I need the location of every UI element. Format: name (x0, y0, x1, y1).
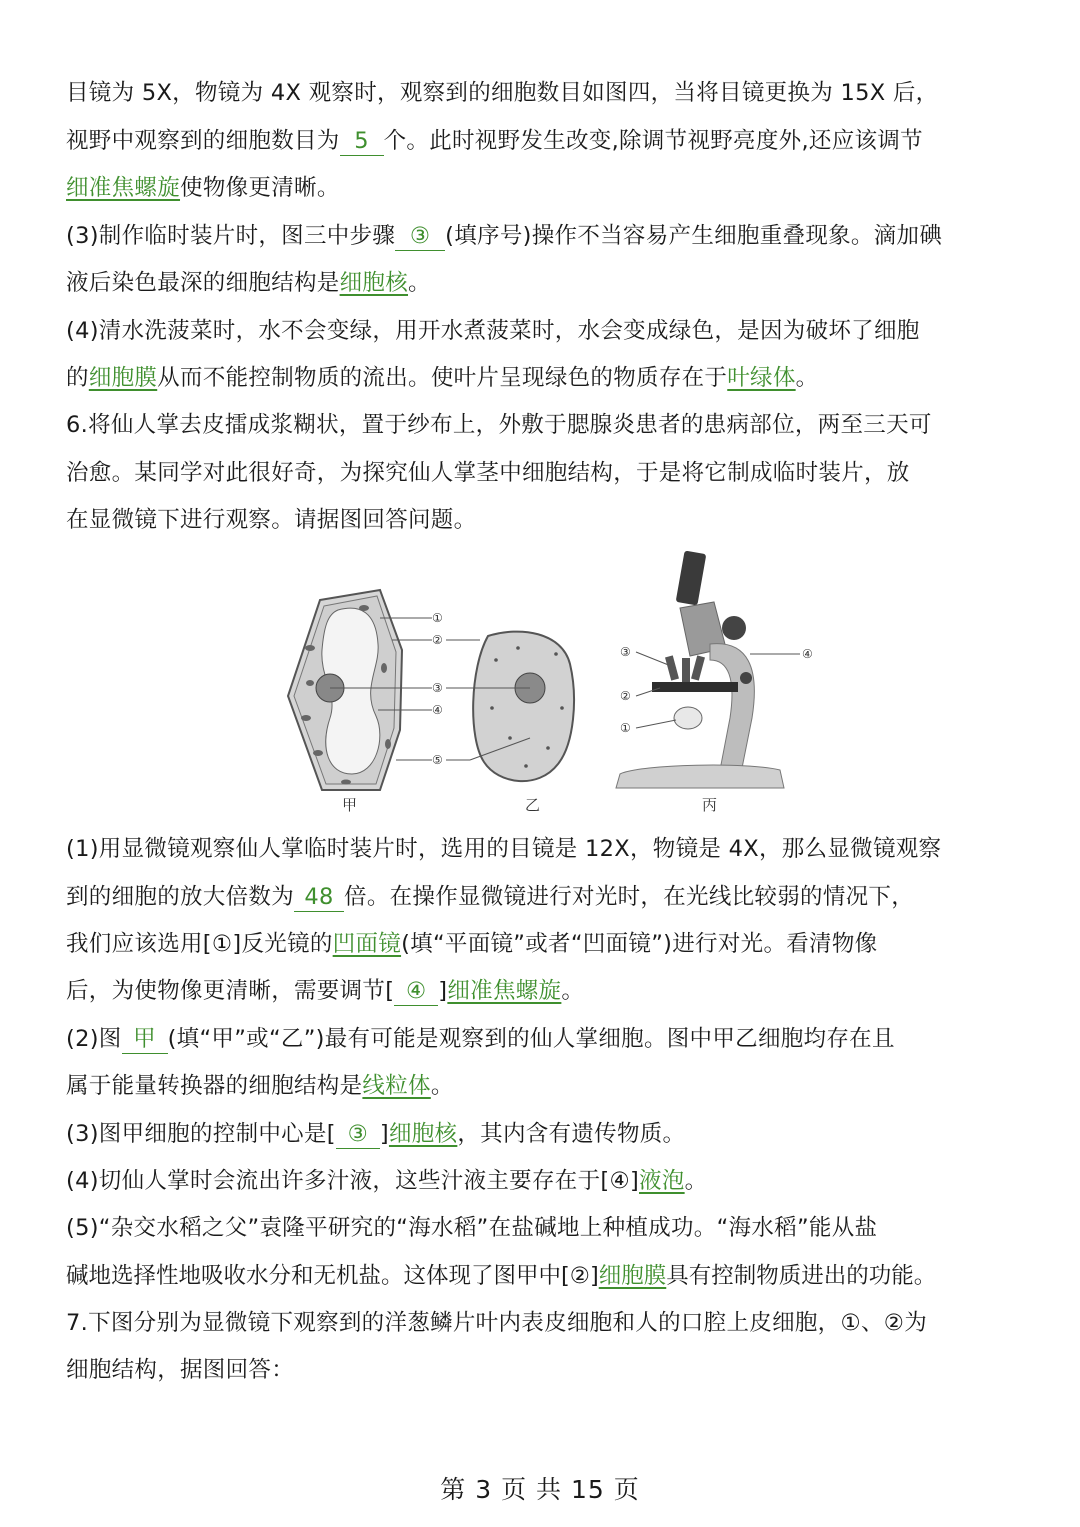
answer-blank: ④ (394, 977, 438, 1006)
cell-label: ③ (432, 681, 443, 695)
microscope-label: ① (620, 721, 631, 735)
text-line-4: (3)制作临时装片时，图三中步骤 ③ (填序号)操作不当容易产生细胞重叠现象。滴加碘 (66, 223, 943, 249)
answer-text: 细胞膜 (598, 1263, 667, 1289)
cell-structure-labels (432, 611, 443, 767)
answer-blank: 甲 (122, 1025, 168, 1054)
answer-blank: ③ (395, 222, 445, 251)
text-line-10: 在显微镜下进行观察。请据图回答问题。 (66, 507, 477, 533)
answer-text: 叶绿体 (727, 365, 796, 391)
cell-label: ④ (432, 703, 443, 717)
text-line-20: 碱地选择性地吸收水分和无机盐。这体现了图甲中[②]细胞膜具有控制物质进出的功能。 (66, 1263, 937, 1289)
animal-cell-diagram (473, 632, 574, 782)
microscope-label: ④ (802, 647, 813, 661)
text-line-16: 属于能量转换器的细胞结构是线粒体。 (66, 1073, 454, 1099)
text-line-21: 7.下图分别为显微镜下观察到的洋葱鳞片叶内表皮细胞和人的口腔上皮细胞，①、②为 (66, 1310, 928, 1336)
answer-text: 细准焦螺旋 (447, 978, 562, 1004)
text-line-1: 目镜为 5X，物镜为 4X 观察时，观察到的细胞数目如图四，当将目镜更换为 15X 后， (66, 80, 939, 106)
microscope-label: ② (620, 689, 631, 703)
answer-blank: 5 (340, 127, 384, 156)
text-line-13: 我们应该选用[①]反光镜的凹面镜(填“平面镜”或者“凹面镜”)进行对光。看清物像 (66, 931, 878, 957)
text-line-2: 视野中观察到的细胞数目为 5 个。此时视野发生改变,除调节视野亮度外,还应该调节 (66, 128, 923, 154)
answer-blank: ③ (336, 1120, 380, 1149)
answer-text: 凹面镜 (332, 931, 402, 957)
cell-label: ① (432, 611, 443, 625)
text-line-11: (1)用显微镜观察仙人掌临时装片时，选用的目镜是 12X，物镜是 4X，那么显微镜观察 (66, 836, 942, 862)
text-line-14: 后，为使物像更清晰，需要调节[ ④ ]细准焦螺旋。 (66, 978, 585, 1004)
answer-text: 线粒体 (362, 1073, 431, 1099)
cell-label: ⑤ (432, 753, 443, 767)
caption-jia: 甲 (342, 796, 358, 814)
text-line-9: 治愈。某同学对此很好奇，为探究仙人掌茎中细胞结构，于是将它制成临时装片，放 (66, 460, 910, 486)
microscope-diagram (616, 550, 784, 788)
caption-yi: 乙 (525, 796, 541, 814)
text-line-7: 的细胞膜从而不能控制物质的流出。使叶片呈现绿色的物质存在于叶绿体。 (66, 365, 819, 391)
text-line-3: 细准焦螺旋使物像更清晰。 (66, 175, 340, 201)
text-line-15: (2)图 甲 (填“甲”或“乙”)最有可能是观察到的仙人掌细胞。图中甲乙细胞均存在且 (66, 1026, 895, 1052)
caption-bing: 丙 (702, 796, 718, 814)
plant-cell-diagram (288, 590, 402, 790)
answer-blank: 48 (294, 883, 344, 912)
figure-captions (342, 796, 717, 814)
cell-label: ② (432, 633, 443, 647)
cell-and-microscope-figure (280, 548, 820, 820)
answer-text: 细胞核 (388, 1121, 458, 1147)
text-line-18: (4)切仙人掌时会流出许多汁液，这些汁液主要存在于[④]液泡。 (66, 1168, 708, 1194)
page-footer: 第 3 页 共 15 页 (440, 1475, 640, 1504)
text-line-19: (5)“杂交水稻之父”袁隆平研究的“海水稻”在盐碱地上种植成功。“海水稻”能从盐 (66, 1215, 878, 1241)
answer-text: 细胞膜 (88, 365, 158, 391)
text-line-17: (3)图甲细胞的控制中心是[ ③ ]细胞核，其内含有遗传物质。 (66, 1121, 686, 1147)
answer-text: 液泡 (639, 1168, 685, 1194)
text-line-8: 6.将仙人掌去皮擂成浆糊状，置于纱布上，外敷于腮腺炎患者的患病部位，两至三天可 (66, 412, 932, 438)
microscope-label: ③ (620, 645, 631, 659)
answer-text: 细胞核 (339, 270, 409, 296)
text-line-22: 细胞结构，据图回答： (66, 1357, 295, 1383)
text-line-12: 到的细胞的放大倍数为 48 倍。在操作显微镜进行对光时，在光线比较弱的情况下， (66, 884, 915, 910)
text-line-5: 液后染色最深的细胞结构是细胞核。 (66, 270, 431, 296)
text-line-6: (4)清水洗菠菜时，水不会变绿，用开水煮菠菜时，水会变成绿色，是因为破坏了细胞 (66, 318, 920, 344)
answer-text: 细准焦螺旋 (66, 175, 181, 201)
